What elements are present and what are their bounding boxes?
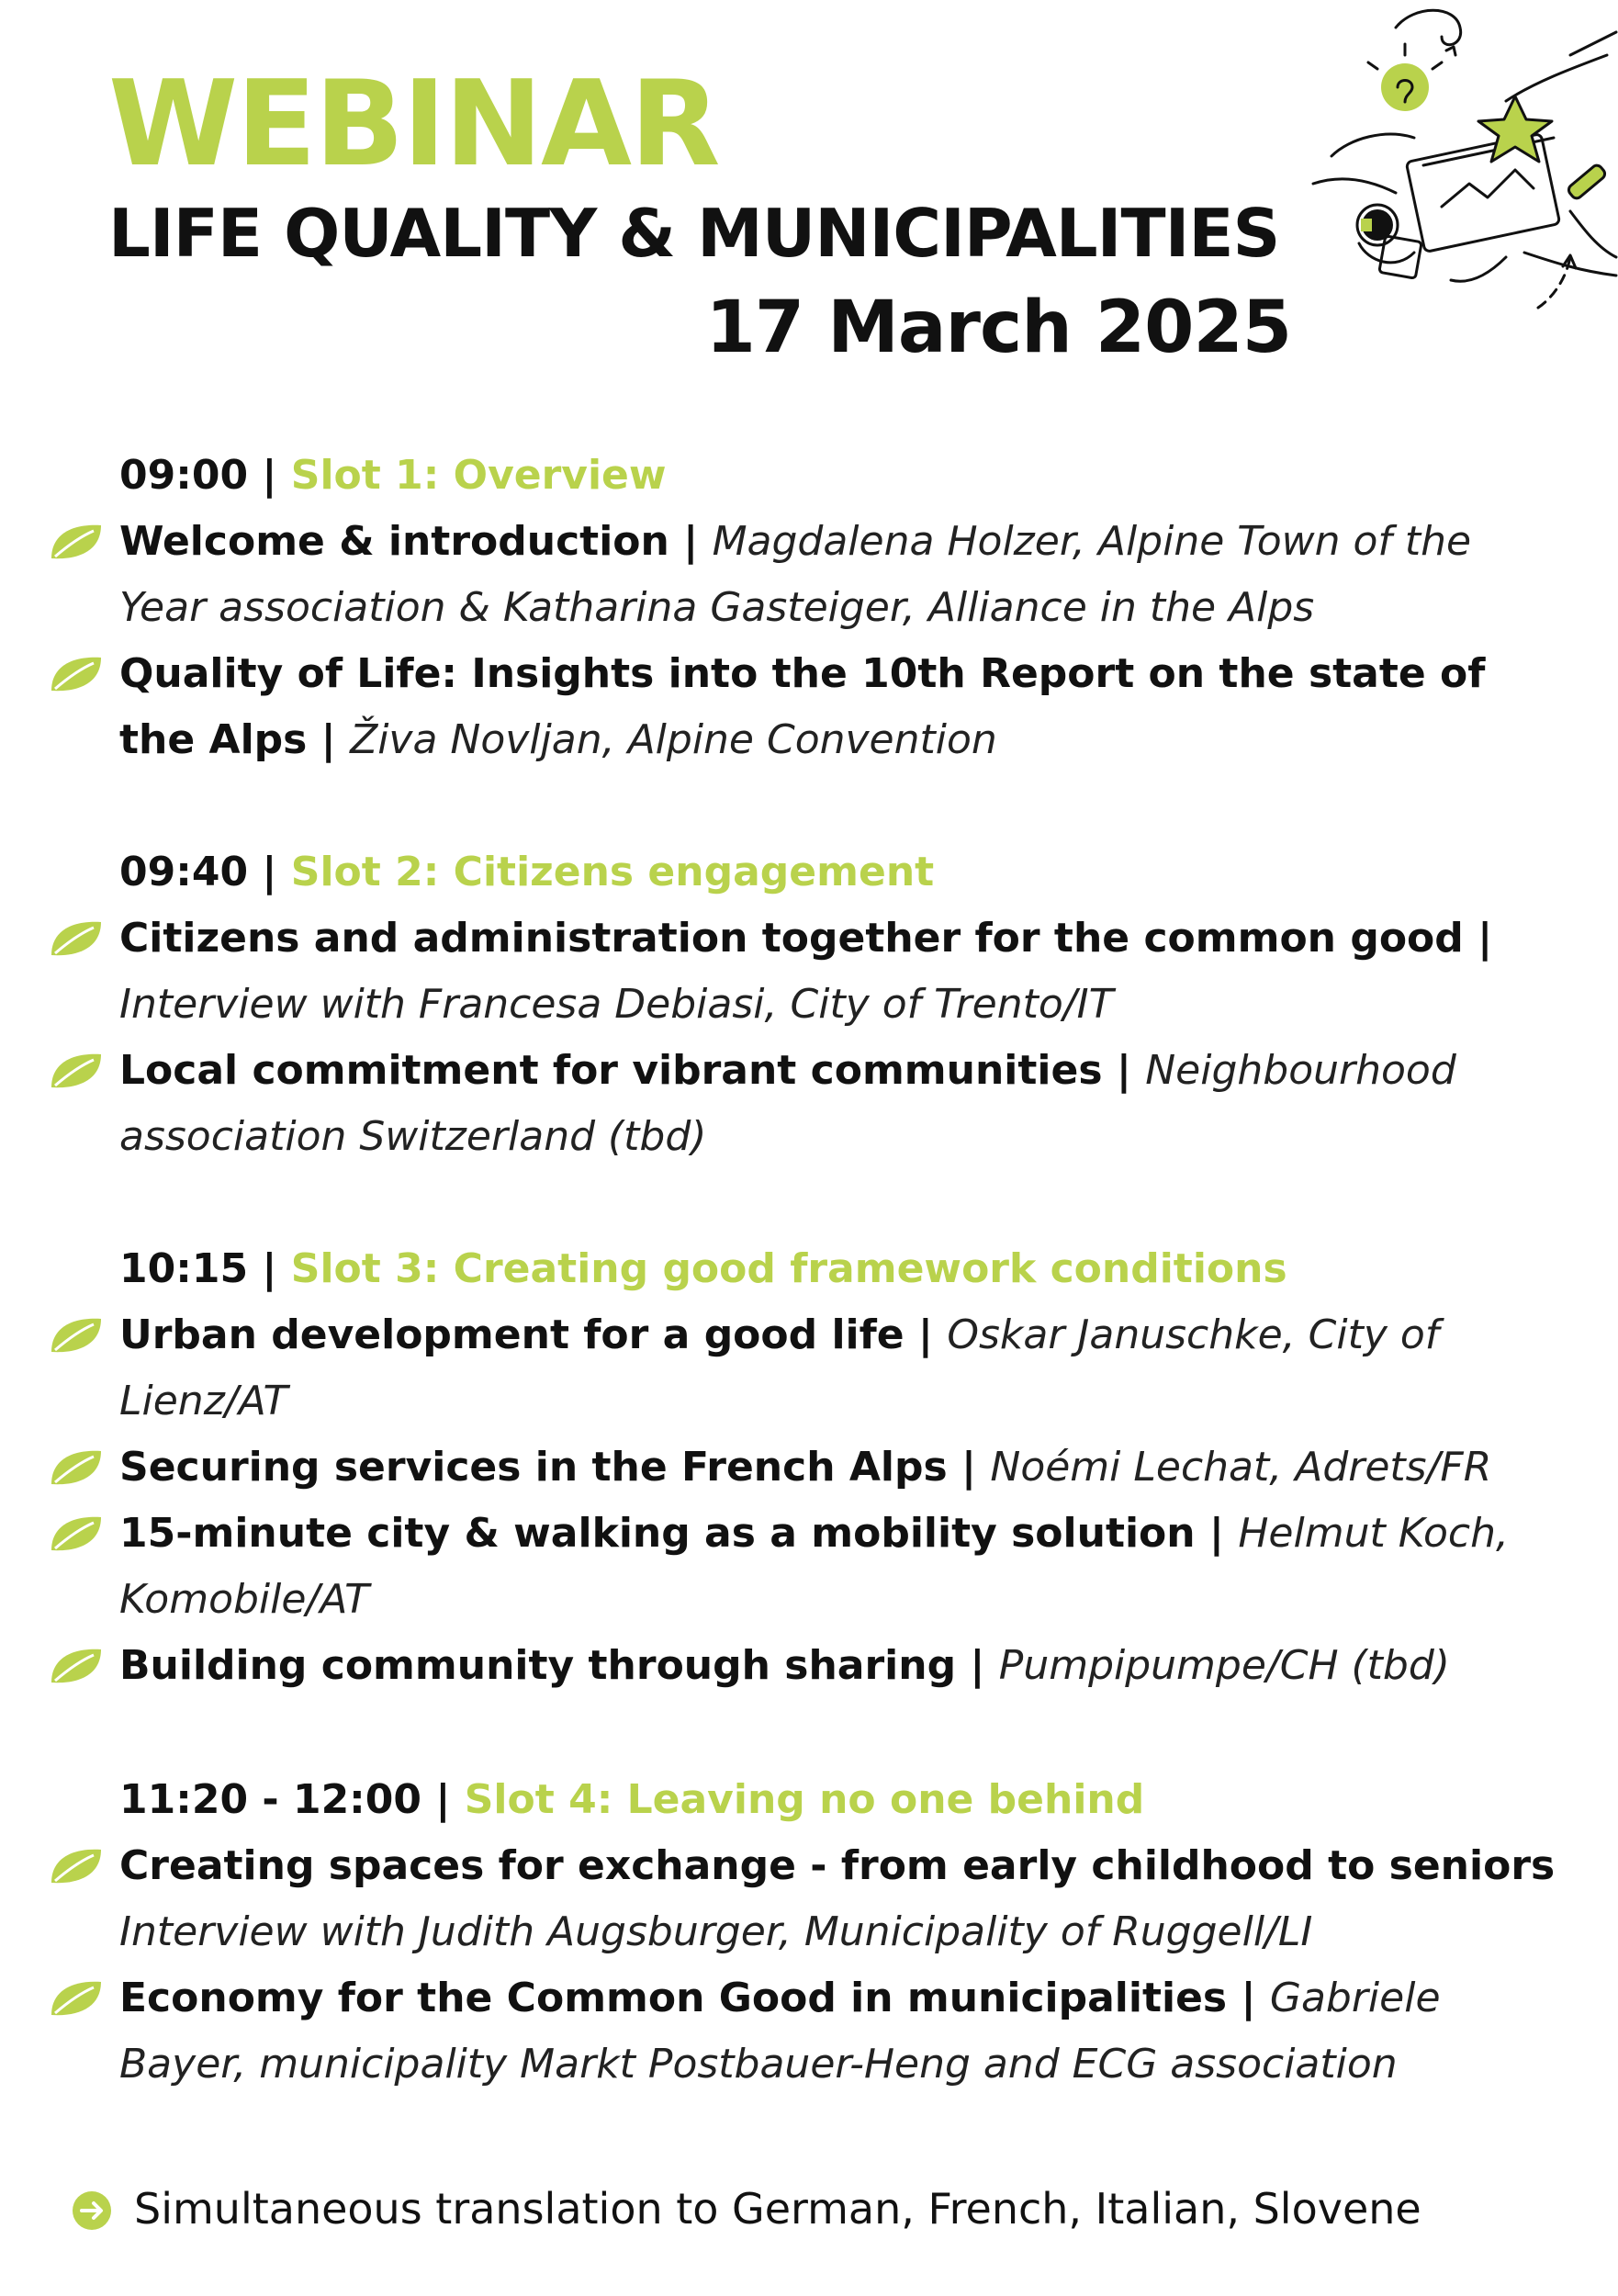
slot-name: Slot 4: Leaving no one behind: [464, 1776, 1145, 1823]
leaf-icon: [48, 918, 105, 959]
item-title: 15-minute city & walking as a mobility solution: [119, 1510, 1196, 1557]
agenda-slot-3: [0, 1236, 1618, 1699]
leaf-icon: [48, 1514, 105, 1554]
slot-time: 09:40: [119, 849, 249, 895]
webinar-kicker: WEBINAR: [108, 56, 719, 193]
slot-time: 09:00: [119, 452, 249, 499]
leaf-icon: [48, 1978, 105, 2019]
item-title: Citizens and administration together for the common good: [119, 915, 1464, 962]
item-title: Creating spaces for exchange - from early childhood to seniors: [119, 1842, 1556, 1889]
footer-text: Simultaneous translation to German, French, Italian, Slovene: [134, 2184, 1421, 2234]
item-speaker: Interview with Francesa Debiasi, City of Trento/IT: [119, 981, 1114, 1028]
teamwork-illustration: [1295, 0, 1618, 358]
agenda-item: Economy for the Common Good in municipalities | Gabriele Bayer, municipality Markt Postbauer-Heng and ECG association: [119, 1965, 1570, 2098]
item-title: Local commitment for vibrant communities: [119, 1047, 1103, 1094]
agenda-slot-1: [0, 443, 1618, 773]
leaf-icon: [48, 1447, 105, 1488]
agenda-item: [119, 1833, 1570, 1965]
leaf-icon: [48, 522, 105, 562]
item-speaker: Gabriele Bayer, municipality Markt Postbauer-Heng and ECG association: [119, 1975, 1441, 2088]
item-speaker: Pumpipumpe/CH (tbd): [998, 1642, 1450, 1689]
translation-note: [72, 2177, 1541, 2241]
item-title: Building community through sharing: [119, 1642, 971, 1689]
slot-time: 10:15: [119, 1245, 249, 1292]
agenda-item: Quality of Life: Insights into the 10th Report on the state of the Alps | Živa Novljan, Alpine Convention: [119, 641, 1570, 773]
item-speaker: Interview with Judith Augsburger, Municipality of Ruggell/LI: [119, 1908, 1313, 1955]
slot-heading: 09:40 | Slot 2: Citizens engagement: [119, 849, 935, 895]
agenda-item: Urban development for a good life | Oskar Januschke, City of Lienz/AT: [119, 1302, 1570, 1435]
slot-heading: 09:00 | Slot 1: Overview: [119, 452, 667, 499]
leaf-icon: [48, 1846, 105, 1886]
item-speaker: Magdalena Holzer, Alpine Town of the Year association & Katharina Gasteiger, Alliance in the Alps: [119, 518, 1472, 631]
agenda-item: Welcome & introduction | Magdalena Holzer, Alpine Town of the Year association & Katharina Gasteiger, Alliance in the Alps: [119, 509, 1570, 641]
item-speaker: Neighbourhood association Switzerland (tbd): [119, 1047, 1456, 1160]
agenda-item: Citizens and administration together for the common good | Interview with Francesa Debiasi, City of Trento/IT: [119, 906, 1570, 1038]
slot-heading: 11:20 - 12:00 | Slot 4: Leaving no one behind: [119, 1776, 1145, 1823]
item-title: Quality of Life: Insights into the 10th Report on the state of the Alps: [119, 650, 1486, 763]
item-title: Welcome & introduction: [119, 518, 669, 565]
event-date: 17 March 2025: [705, 287, 1291, 369]
leaf-icon: [48, 1315, 105, 1356]
agenda-item: Building community through sharing | Pumpipumpe/CH (tbd): [119, 1633, 1570, 1699]
slot-name: Slot 3: Creating good framework conditions: [290, 1245, 1287, 1292]
slot-name: Slot 2: Citizens engagement: [290, 849, 935, 895]
item-title: Urban development for a good life: [119, 1311, 905, 1358]
agenda-slot-2: [0, 839, 1618, 1170]
agenda-item: Local commitment for vibrant communities | Neighbourhood association Switzerland (tbd): [119, 1038, 1570, 1170]
page-title: LIFE QUALITY & MUNICIPALITIES: [108, 195, 1280, 272]
item-speaker: Živa Novljan, Alpine Convention: [350, 716, 997, 763]
leaf-icon: [48, 654, 105, 694]
leaf-icon: [48, 1051, 105, 1091]
agenda-item: Securing services in the French Alps | Noémi Lechat, Adrets/FR: [119, 1435, 1570, 1501]
item-speaker: Oskar Januschke, City of Lienz/AT: [119, 1311, 1440, 1424]
arrow-right-circle-icon: [72, 2190, 112, 2231]
item-title: Securing services in the French Alps: [119, 1444, 948, 1491]
agenda-slot-4: [0, 1767, 1618, 2098]
slot-time: 11:20 - 12:00: [119, 1776, 422, 1823]
item-speaker: Helmut Koch, Komobile/AT: [119, 1510, 1509, 1623]
item-speaker: Noémi Lechat, Adrets/FR: [990, 1444, 1492, 1491]
agenda-item: 15-minute city & walking as a mobility solution | Helmut Koch, Komobile/AT: [119, 1501, 1570, 1633]
item-title: Economy for the Common Good in municipalities: [119, 1975, 1228, 2021]
slot-heading: 10:15 | Slot 3: Creating good framework conditions: [119, 1245, 1287, 1292]
slot-name: Slot 1: Overview: [290, 452, 667, 499]
leaf-icon: [48, 1646, 105, 1686]
